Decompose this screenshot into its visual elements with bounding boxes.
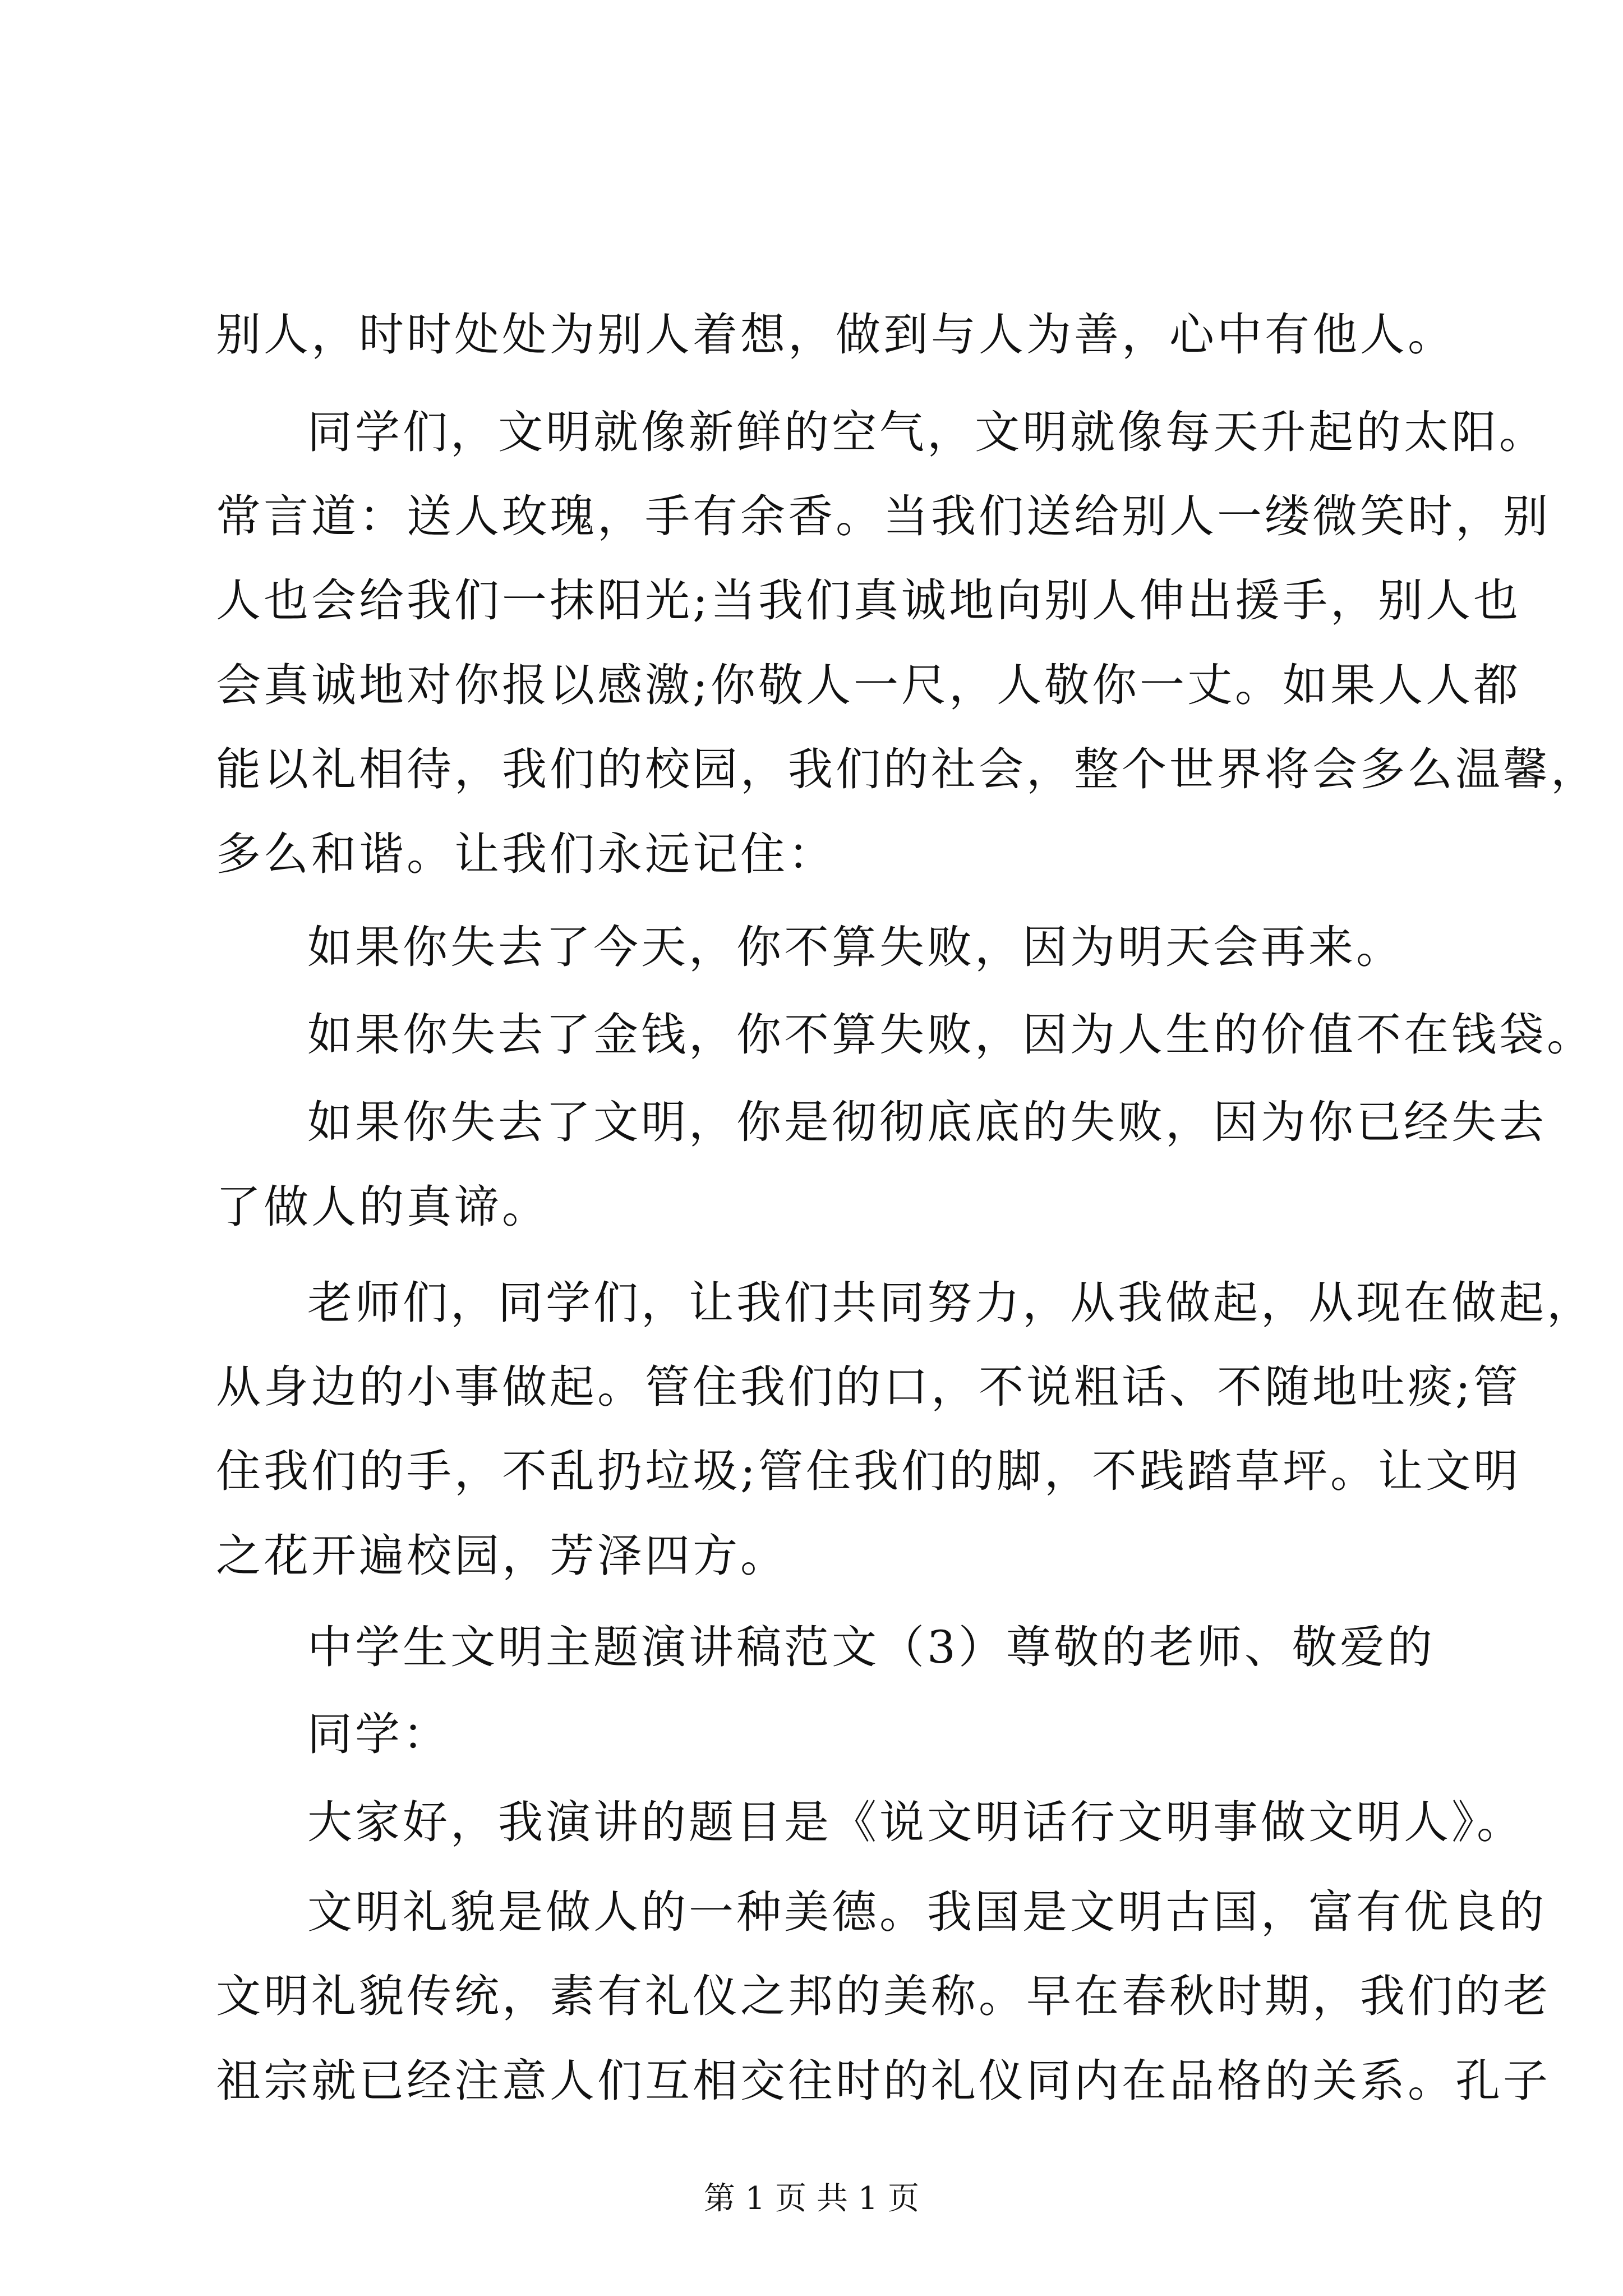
text-line: 会真诚地对你报以感激;你敬人一尺，人敬你一丈。如果人人都 <box>216 659 1521 711</box>
text-line: 能以礼相待，我们的校园，我们的社会，整个世界将会多么温馨， <box>216 743 1598 795</box>
text-line: 同学： <box>307 1708 450 1760</box>
text-line: 祖宗就已经注意人们互相交往时的礼仪同内在品格的关系。孔子 <box>216 2055 1551 2107</box>
text-line: 如果你失去了金钱，你不算失败，因为人生的价值不在钱袋。 <box>307 1009 1594 1061</box>
text-line: 常言道：送人玫瑰，手有余香。当我们送给别人一缕微笑时，别 <box>216 490 1551 542</box>
text-line: 同学们，文明就像新鲜的空气，文明就像每天升起的太阳。 <box>307 406 1547 458</box>
text-line: 之花开遍校园，芳泽四方。 <box>216 1530 788 1582</box>
text-line: 从身边的小事做起。管住我们的口，不说粗话、不随地吐痰;管 <box>216 1361 1521 1413</box>
page-footer: 第 1 页 共 1 页 <box>703 2180 920 2217</box>
text-line: 了做人的真谛。 <box>216 1181 550 1233</box>
text-line: 住我们的手，不乱扔垃圾;管住我们的脚，不践踏草坪。让文明 <box>216 1445 1521 1497</box>
text-line: 老师们，同学们，让我们共同努力，从我做起，从现在做起， <box>307 1277 1594 1329</box>
text-line: 中学生文明主题演讲稿范文（3）尊敬的老师、敬爱的 <box>307 1621 1435 1673</box>
text-line: 如果你失去了文明，你是彻彻底底的失败，因为你已经失去 <box>307 1096 1547 1148</box>
text-line: 如果你失去了今天，你不算失败，因为明天会再来。 <box>307 921 1404 973</box>
text-line: 多么和谐。让我们永远记住： <box>216 828 836 880</box>
text-line: 文明礼貌传统，素有礼仪之邦的美称。早在春秋时期，我们的老 <box>216 1970 1551 2022</box>
text-line: 大家好，我演讲的题目是《说文明话行文明事做文明人》。 <box>307 1796 1524 1848</box>
text-line: 别人，时时处处为别人着想，做到与人为善，心中有他人。 <box>216 309 1455 361</box>
text-line: 文明礼貌是做人的一种美德。我国是文明古国，富有优良的 <box>307 1886 1547 1938</box>
text-line: 人也会给我们一抹阳光;当我们真诚地向别人伸出援手，别人也 <box>216 574 1521 627</box>
